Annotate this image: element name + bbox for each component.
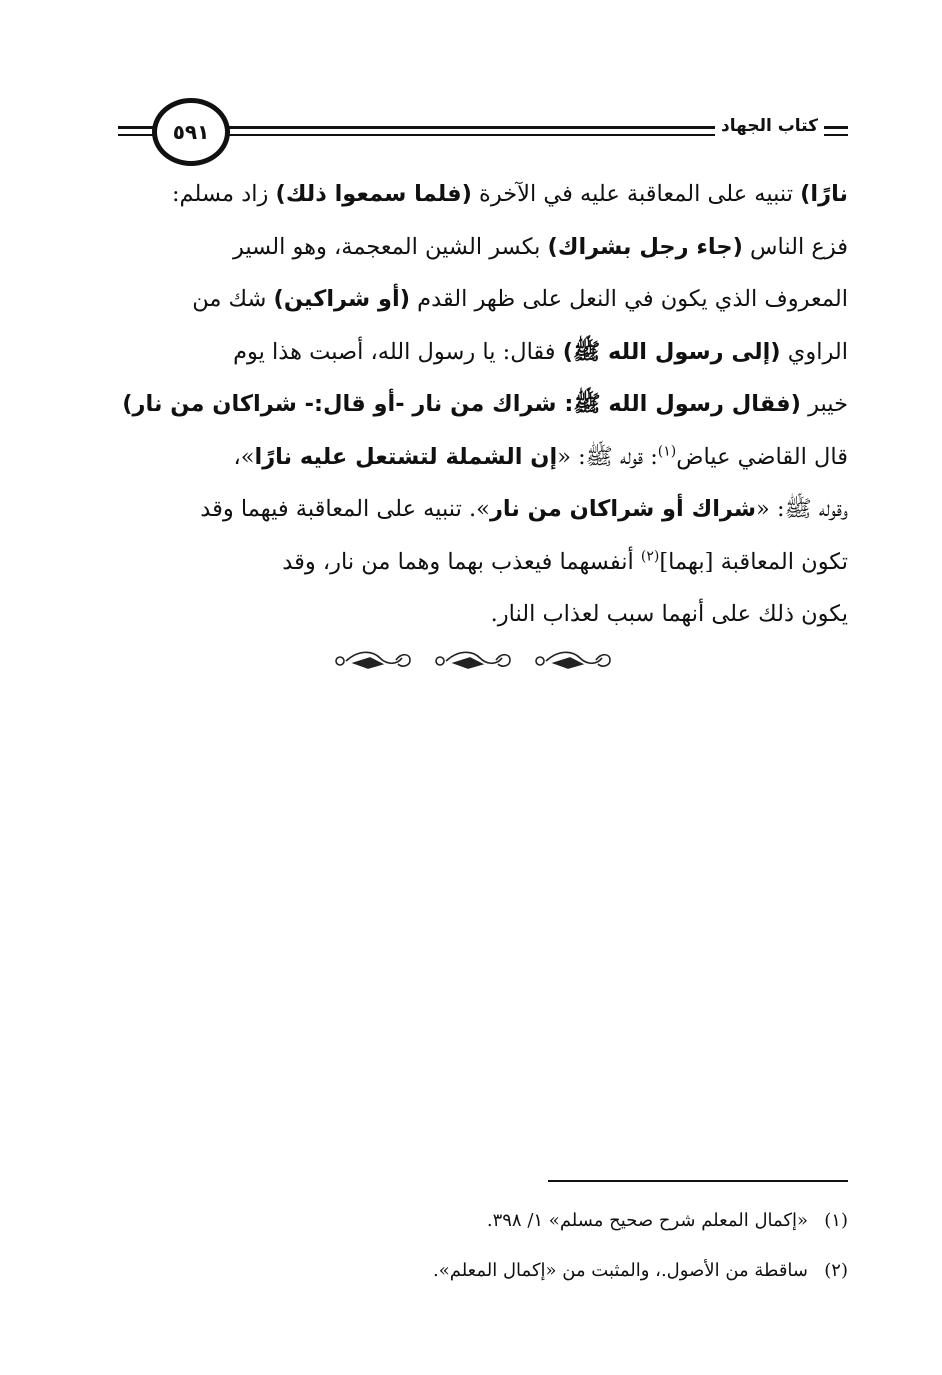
footnote-number: (١)	[824, 1210, 848, 1231]
body-line	[122, 536, 848, 589]
commentary-text: ». تنبيه على المعاقبة فيهما وقد	[200, 496, 490, 522]
body-line	[122, 378, 848, 431]
divider-ornament-icon	[310, 646, 640, 676]
commentary-text: تكون المعاقبة [بهما]	[659, 548, 848, 575]
footnotes	[300, 1196, 848, 1296]
hadith-text: (جاء رجل بشراك)	[547, 233, 743, 260]
hadith-text: (فقال رسول الله ﷺ: شراك من نار -أو قال:- شراكان من نار)	[122, 391, 801, 417]
commentary-text: فقال: يا رسول الله، أصبت هذا يوم	[233, 338, 563, 365]
footnote-2	[300, 1246, 848, 1296]
commentary-text: شك من	[192, 286, 274, 312]
hadith-text: (إلى رسول الله ﷺ)	[562, 338, 781, 365]
footnote-text: «إكمال المعلم شرح صحيح مسلم» ١/ ٣٩٨.	[486, 1210, 808, 1231]
footnote-text: ساقطة من الأصول.، والمثبت من «إكمال المعلم».	[433, 1260, 808, 1281]
commentary-text: أنفسهما فيعذب بهما وهما من نار، وقد	[282, 548, 641, 575]
footnote-number: (٢)	[824, 1260, 848, 1281]
body-line	[122, 326, 848, 379]
footnote-1	[300, 1196, 848, 1246]
commentary-text: : قوله ﷺ: «	[557, 443, 658, 470]
running-head: كتاب الجهاد	[715, 116, 824, 136]
commentary-text: بكسر الشين المعجمة، وهو السير	[232, 233, 548, 260]
page-number: ٥٩١	[152, 98, 230, 166]
commentary-text: المعروف الذي يكون في النعل على ظهر القدم	[409, 286, 848, 312]
body-line	[122, 483, 848, 536]
footnote-ref: (١)	[657, 443, 677, 459]
body-text	[122, 168, 848, 641]
body-line	[122, 431, 848, 484]
commentary-text: فزع الناس	[742, 233, 848, 260]
hadith-text: نارًا)	[800, 181, 848, 207]
body-line	[122, 588, 848, 641]
commentary-text: زاد مسلم:	[171, 181, 276, 207]
footnote-ref: (٢)	[640, 548, 660, 564]
commentary-text: وقوله ﷺ: «	[756, 496, 848, 522]
body-line	[122, 273, 848, 326]
hadith-text: (أو شراكين)	[273, 286, 410, 312]
commentary-text: تنبيه على المعاقبة عليه في الآخرة	[471, 181, 801, 207]
commentary-text: قال القاضي عياض	[676, 443, 848, 470]
commentary-text: »،	[233, 443, 255, 470]
hadith-text: (فلما سمعوا ذلك)	[275, 181, 472, 207]
footnote-separator	[548, 1180, 848, 1182]
commentary-text: يكون ذلك على أنهما سبب لعذاب النار.	[490, 601, 848, 627]
hadith-text: شراك أو شراكان من نار	[489, 496, 757, 522]
hadith-text: إن الشملة لتشتعل عليه نارًا	[254, 443, 558, 470]
commentary-text: الراوي	[780, 338, 848, 365]
body-line	[122, 168, 848, 221]
commentary-text: خيبر	[800, 391, 848, 417]
body-line	[122, 221, 848, 274]
